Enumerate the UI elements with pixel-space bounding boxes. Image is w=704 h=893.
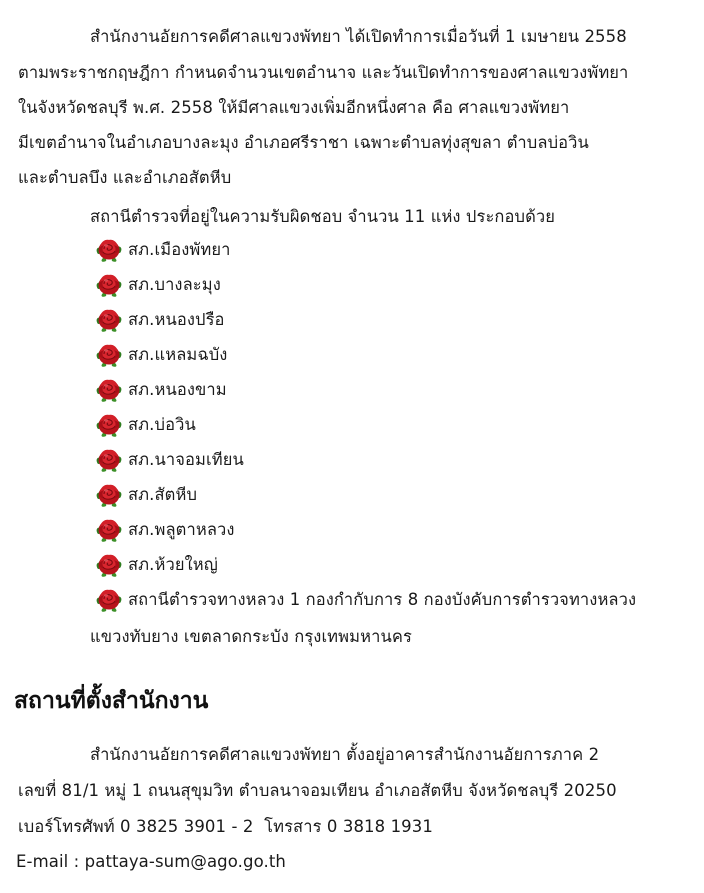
rose-icon xyxy=(94,376,124,404)
station-label: สภ.บางละมุง xyxy=(128,275,221,294)
intro-line-5: และตำบลบึง และอำเภอสัตหีบ xyxy=(18,168,232,187)
list-item xyxy=(94,446,244,474)
rose-icon xyxy=(94,236,124,264)
intro-line-3: ในจังหวัดชลบุรี พ.ศ. 2558 ให้มีศาลแขวงเพิ่มอีกหนึ่งศาล คือ ศาลแขวงพัทยา xyxy=(18,98,570,117)
rose-icon xyxy=(94,551,124,579)
station-label: สภ.แหลมฉบัง xyxy=(128,345,228,364)
email-line: E-mail : pattaya-sum@ago.go.th xyxy=(16,852,286,871)
intro-line-2: ตามพระราชกฤษฎีกา กำหนดจำนวนเขตอำนาจ และวันเปิดทำการของศาลแขวงพัทยา xyxy=(18,63,629,82)
section-heading: สถานที่ตั้งสำนักงาน xyxy=(14,688,209,714)
station-label: สภ.บ่อวิน xyxy=(128,415,196,434)
rose-icon xyxy=(94,516,124,544)
rose-icon xyxy=(94,586,124,614)
rose-icon xyxy=(94,341,124,369)
station-label: สถานีตำรวจทางหลวง 1 กองกำกับการ 8 กองบังคับการตำรวจทางหลวง xyxy=(128,590,637,609)
list-item xyxy=(94,341,227,369)
rose-icon xyxy=(94,306,124,334)
list-item xyxy=(94,236,230,264)
location-line-1: สำนักงานอัยการคดีศาลแขวงพัทยา ตั้งอยู่อาคารสำนักงานอัยการภาค 2 xyxy=(90,745,600,764)
intro-line-4: มีเขตอำนาจในอำเภอบางละมุง อำเภอศรีราชา เฉพาะตำบลทุ่งสุขลา ตำบลบ่อวิน xyxy=(18,133,589,152)
rose-icon xyxy=(94,481,124,509)
rose-icon xyxy=(94,446,124,474)
station-label: สภ.นาจอมเทียน xyxy=(128,450,244,469)
list-item xyxy=(94,271,221,299)
station-label: สภ.หนองปรือ xyxy=(128,310,225,329)
station-label: สภ.เมืองพัทยา xyxy=(128,240,231,259)
list-item xyxy=(94,551,218,579)
list-item xyxy=(94,516,235,544)
list-item xyxy=(94,376,227,404)
station-label: สภ.ห้วยใหญ่ xyxy=(128,555,218,574)
location-line-2: เลขที่ 81/1 หมู่ 1 ถนนสุขุมวิท ตำบลนาจอมเทียน อำเภอสัตหีบ จังหวัดชลบุรี 20250 xyxy=(18,781,617,800)
station-label: สภ.หนองขาม xyxy=(128,380,227,399)
station-label: สภ.พลูตาหลวง xyxy=(128,520,235,539)
station-label-continuation: แขวงทับยาง เขตลาดกระบัง กรุงเทพมหานคร xyxy=(90,627,412,646)
list-item xyxy=(94,481,197,509)
phone-fax-line: เบอร์โทรศัพท์ 0 3825 3901 - 2 โทรสาร 0 3818 1931 xyxy=(18,817,433,836)
rose-icon xyxy=(94,411,124,439)
stations-intro: สถานีตำรวจที่อยู่ในความรับผิดชอบ จำนวน 11 แห่ง ประกอบด้วย xyxy=(90,207,556,226)
list-item xyxy=(94,586,636,614)
list-item xyxy=(94,411,196,439)
list-item xyxy=(94,306,225,334)
intro-line-1: สำนักงานอัยการคดีศาลแขวงพัทยา ได้เปิดทำการเมื่อวันที่ 1 เมษายน 2558 xyxy=(90,27,627,46)
station-label: สภ.สัตหีบ xyxy=(128,485,198,504)
rose-icon xyxy=(94,271,124,299)
